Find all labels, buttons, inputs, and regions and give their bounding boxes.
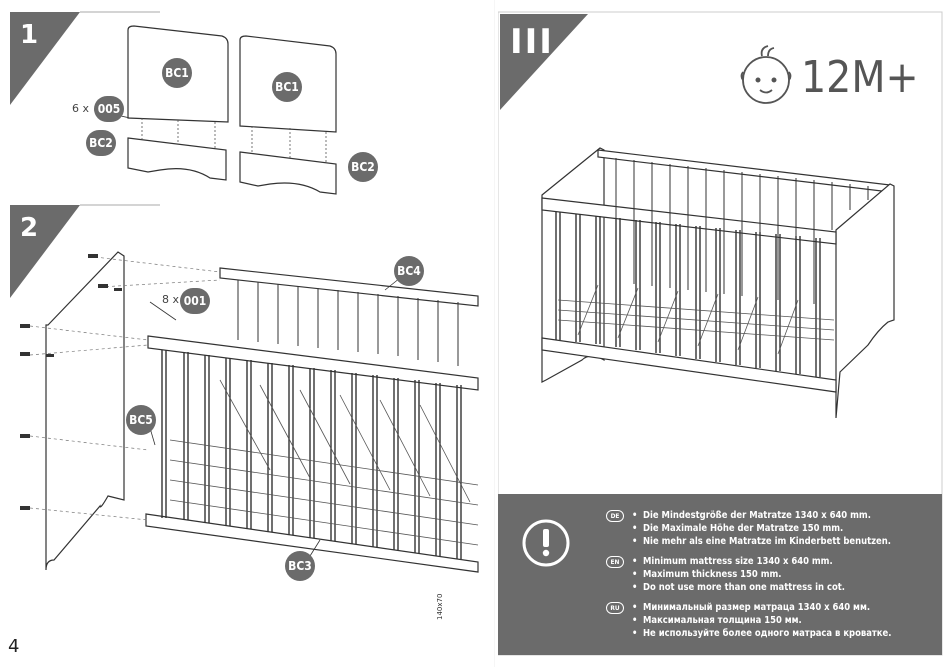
note-en-line-1: • Minimum mattress size 1340 x 640 mm.	[606, 555, 845, 568]
note-ru-line-2: • Максимальная толщина 150 мм.	[606, 614, 891, 627]
note-ru-line-3: • Не используйте более одного матраса в кроватке.	[606, 627, 891, 640]
part-label-001: 001	[180, 288, 210, 314]
lang-badge-ru: RU	[606, 602, 624, 614]
part-label-bc3: BC3	[285, 551, 315, 581]
lang-badge-de: DE	[606, 510, 624, 522]
part-label-bc2-a: BC2	[86, 130, 116, 156]
lang-badge-en: EN	[606, 556, 624, 568]
back-rail	[220, 268, 478, 306]
page-number: 4	[8, 636, 20, 657]
part-label-bc4: BC4	[394, 256, 424, 286]
note-de-line-2: • Die Maximale Höhe der Matratze 150 mm.	[606, 522, 891, 535]
product-code: 140x70	[436, 593, 444, 620]
part-label-bc2-b: BC2	[348, 152, 378, 182]
part-label-bc1-b: BC1	[272, 72, 302, 102]
side-panel	[46, 252, 124, 570]
note-en-line-3: • Do not use more than one mattress in cot.	[606, 581, 845, 594]
note-en-line-2: • Maximum thickness 150 mm.	[606, 568, 845, 581]
bottom-rail-a	[128, 138, 226, 180]
note-en	[606, 555, 845, 594]
quantity-005: 6 x	[72, 102, 90, 115]
age-label: 12M+	[801, 52, 919, 103]
note-de-line-1: • Die Mindestgröße der Matratze 1340 x 640 mm.	[606, 509, 891, 522]
note-de-line-3: • Nie mehr als eine Matratze im Kinderbett benutzen.	[606, 535, 891, 548]
quantity-001: 8 x	[162, 293, 180, 306]
note-ru	[606, 601, 891, 640]
step3-number: III	[510, 22, 554, 62]
note-ru-line-1: • Минимальный размер матраца 1340 x 640 мм.	[606, 601, 891, 614]
bottom-rail-b	[240, 152, 336, 194]
note-de	[606, 509, 891, 548]
part-label-005: 005	[94, 96, 124, 122]
part-label-bc5: BC5	[126, 405, 156, 435]
part-label-bc1-a: BC1	[162, 58, 192, 88]
front-rail	[148, 336, 478, 390]
step1-number: 1	[20, 20, 39, 50]
step2-number: 2	[20, 213, 39, 243]
